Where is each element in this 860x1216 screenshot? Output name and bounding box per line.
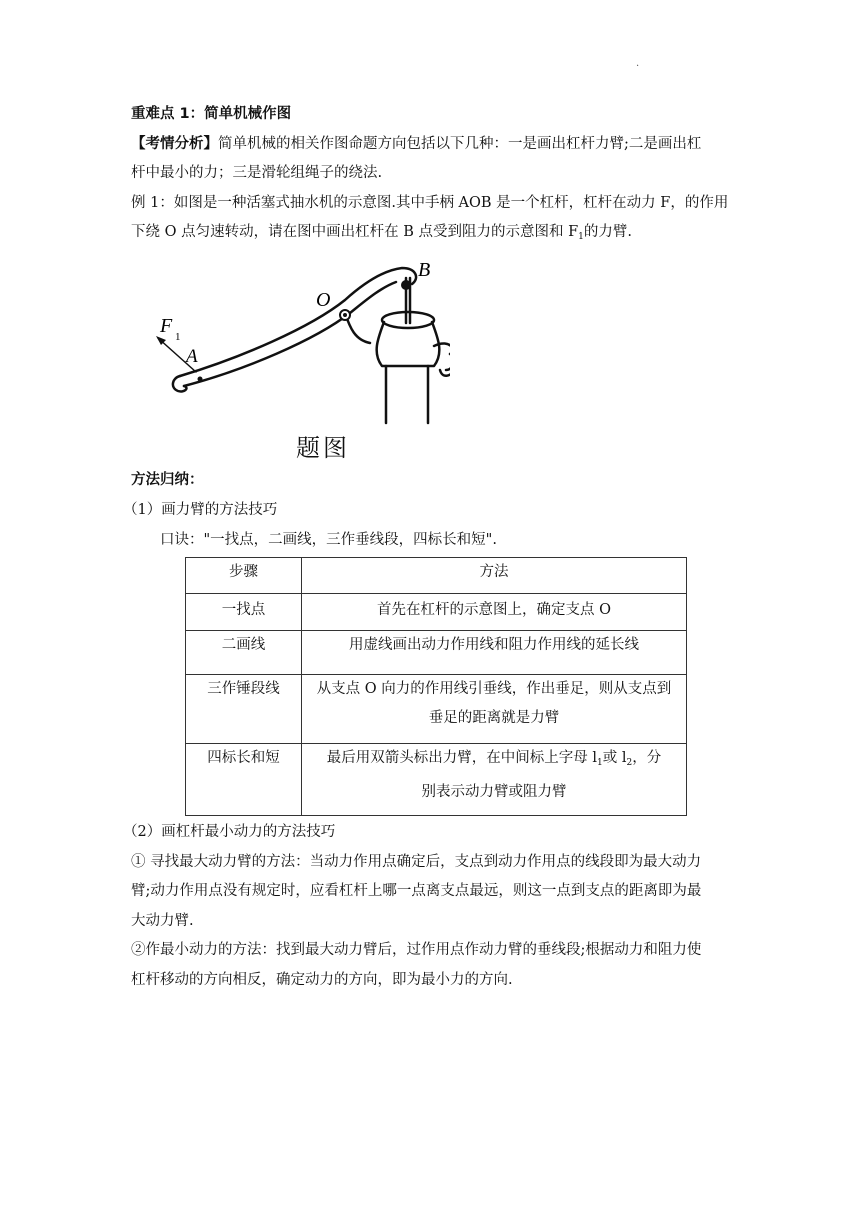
table-header-cell: 步骤 (186, 558, 302, 594)
method-title: 方法归纳： (131, 472, 204, 488)
mnemonic: 口诀："一找点，二画线，三作垂线段，四标长和短". (160, 532, 497, 548)
header-mark: . (636, 58, 640, 69)
pump-handle-top (180, 268, 416, 376)
label-f-sub: 1 (175, 331, 181, 343)
table-row (186, 631, 687, 675)
pump-top-rim (382, 312, 434, 328)
analysis-text-1: 简单机械的相关作图命题方向包括以下几种：一是画出杠杆力臂;二是画出杠 (218, 136, 702, 152)
point-1-line-3: 大动力臂. (131, 913, 194, 929)
point-2-line-2: 杠杆移动的方向相反，确定动力的方向，即为最小力的方向. (131, 972, 513, 988)
method-table (185, 557, 687, 816)
table-row (186, 675, 687, 744)
label-f: F (160, 315, 173, 337)
table-cell: 一找点 (186, 594, 302, 631)
section-1-heading: （1）画力臂的方法技巧 (123, 502, 278, 518)
example-text-a: 下绕 O 点匀速转动，请在图中画出杠杆在 B 点受到阻力的示意图和 F (131, 224, 579, 240)
table-cell: 用虚线画出动力作用线和阻力作用线的延长线 (302, 631, 687, 675)
example-line-2 (131, 222, 731, 247)
point-b (401, 280, 411, 290)
table-header-cell: 方法 (302, 558, 687, 594)
point-a (198, 377, 203, 382)
table-cell: 最后用双箭头标出力臂，在中间标上字母 $l_1$或 $l_2$，分 别表示动力臂或阻力臂 (302, 744, 687, 816)
figure-caption: 题图 (296, 434, 350, 462)
table-cell: 从支点 O 向力的作用线引垂线，作出垂足，则从支点到 垂足的距离就是力臂 (302, 675, 687, 744)
table-cell: 三作锤段线 (186, 675, 302, 744)
section-2-heading: （2）画杠杆最小动力的方法技巧 (123, 824, 336, 840)
table-header-row (186, 558, 687, 594)
table-cell: 四标长和短 (186, 744, 302, 816)
table-cell: 首先在杠杆的示意图上，确定支点 O (302, 594, 687, 631)
example-text-b: 的力臂. (583, 224, 632, 240)
table-cell: 二画线 (186, 631, 302, 675)
handle-grip (173, 376, 187, 391)
label-b: B (418, 259, 431, 281)
section-title: 重难点 1：简单机械作图 (131, 106, 292, 122)
analysis-line-1 (131, 134, 731, 154)
example-line-1: 例 1：如图是一种活塞式抽水机的示意图.其中手柄 AOB 是一个杠杆，杠杆在动力 F，的作用 (131, 195, 729, 211)
analysis-line-2: 杆中最小的力；三是滑轮组绳子的绕法. (131, 165, 383, 181)
point-1-line-1: ① 寻找最大动力臂的方法：当动力作用点确定后，支点到动力作用点的线段即为最大动力 (131, 854, 702, 870)
analysis-tag: 【考情分析】 (131, 136, 218, 152)
label-o: O (316, 289, 331, 311)
point-1-line-2: 臂;动力作用点没有规定时，应看杠杆上哪一点离支点最远，则这一点到支点的距离即为最 (131, 883, 702, 899)
point-2-line-1: ②作最小动力的方法：找到最大动力臂后，过作用点作动力臂的垂线段;根据动力和阻力使 (131, 942, 702, 958)
example-subscript: 1 (578, 232, 584, 242)
table-row (186, 744, 687, 816)
label-a: A (186, 346, 198, 367)
pump-figure (150, 258, 450, 428)
table-row (186, 594, 687, 631)
